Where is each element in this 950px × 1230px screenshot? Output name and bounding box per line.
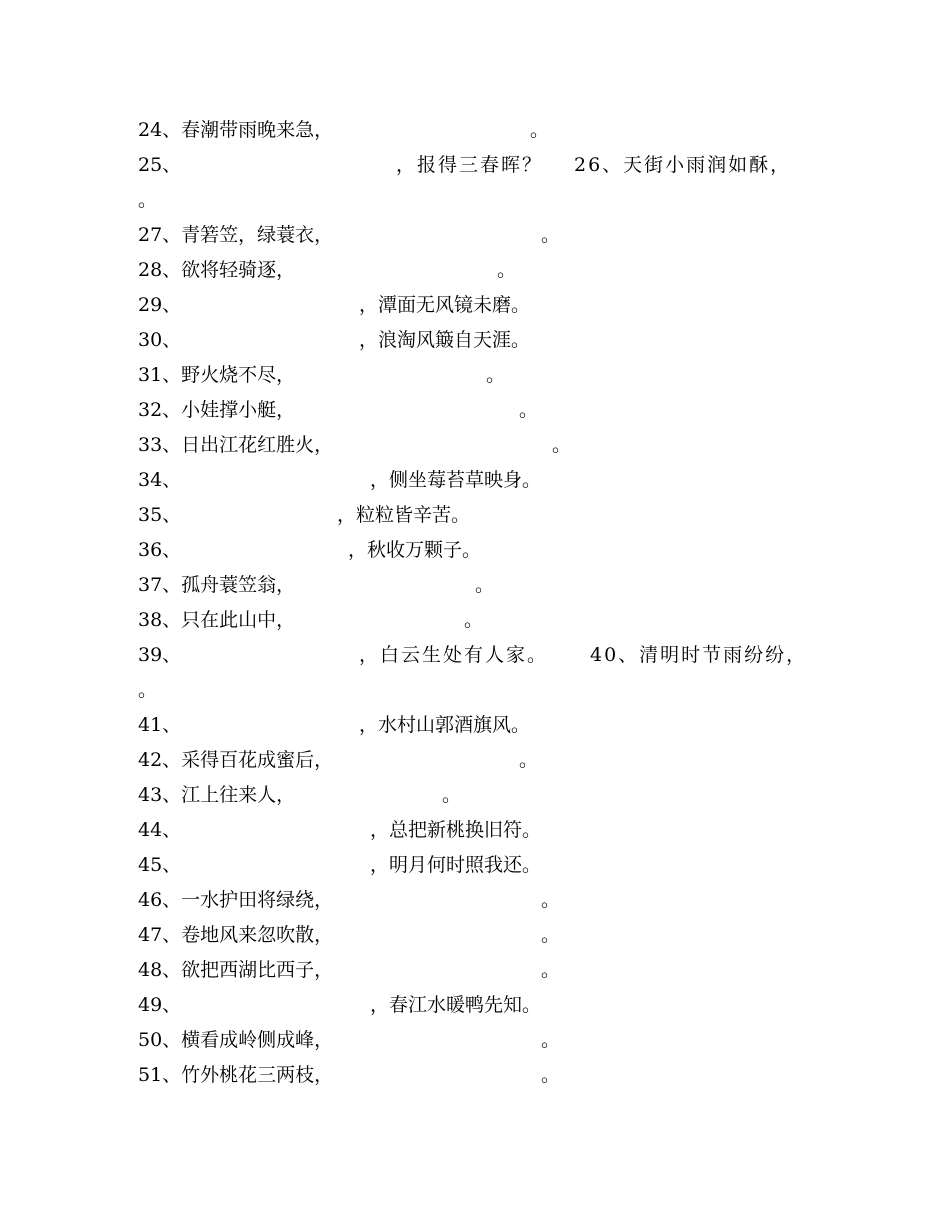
poem-line-segment: 41、 (138, 714, 182, 736)
poem-line-segment: ，春江水暖鸭先知。 (370, 994, 542, 1016)
poem-line-segment: 47、卷地风来忽吹散， (138, 924, 334, 946)
poem-line (0, 743, 950, 777)
poem-line (0, 463, 950, 497)
poem-line-segment: 42、采得百花成蜜后， (138, 749, 334, 771)
poem-line-segment: 38、只在此山中， (138, 609, 296, 631)
poem-line (0, 848, 950, 882)
poem-line-segment: 39、 (138, 644, 182, 666)
poem-line-segment: 25、 (138, 154, 182, 176)
poem-line-segment: 46、一水护田将绿绕， (138, 889, 334, 911)
poem-line-segment: 。 (519, 749, 539, 771)
poem-line-segment: ，侧坐莓苔草映身。 (370, 469, 542, 491)
poem-line-segment: 44、 (138, 819, 182, 841)
poem-line-segment: 30、 (138, 329, 182, 351)
poem-line-segment: 。 (497, 259, 517, 281)
poem-line-segment: 。 (138, 679, 158, 701)
poem-line-segment: 29、 (138, 294, 182, 316)
poem-line-segment: 。 (541, 224, 561, 246)
poem-line-segment: 26、天街小雨润如酥， (574, 154, 792, 176)
poem-line-segment: 40、清明时节雨纷纷， (590, 644, 808, 666)
poem-line-segment: 24、春潮带雨晚来急， (138, 119, 334, 141)
poem-line (0, 1023, 950, 1057)
poem-line-segment: 34、 (138, 469, 182, 491)
poem-line (0, 218, 950, 252)
poem-line-segment: 37、孤舟蓑笠翁， (138, 574, 296, 596)
poem-line-segment: 33、日出江花红胜火， (138, 434, 334, 456)
poem-line-segment: 。 (138, 189, 158, 211)
poem-line (0, 323, 950, 357)
poem-line (0, 1058, 950, 1092)
poem-line-segment: ，总把新桃换旧符。 (370, 819, 542, 841)
poem-line-segment: 43、江上往来人， (138, 784, 296, 806)
poem-line-segment: 51、竹外桃花三两枝， (138, 1064, 334, 1086)
poem-line-segment: ，水村山郭酒旗风。 (359, 714, 531, 736)
poem-line-segment: ，秋收万颗子。 (348, 539, 482, 561)
poem-line (0, 288, 950, 322)
poem-line-segment: 。 (475, 574, 495, 596)
poem-line (0, 428, 950, 462)
poem-line (0, 918, 950, 952)
poem-line (0, 148, 950, 182)
poem-line (0, 183, 950, 217)
poem-line-segment: 。 (541, 1029, 561, 1051)
poem-line (0, 953, 950, 987)
poem-line-segment: 32、小娃撑小艇， (138, 399, 296, 421)
poem-line-segment: ，粒粒皆辛苦。 (337, 504, 471, 526)
poem-line-segment: 。 (464, 609, 484, 631)
poem-line (0, 988, 950, 1022)
poem-line (0, 498, 950, 532)
poem-line (0, 883, 950, 917)
poem-line-segment: ，潭面无风镜未磨。 (359, 294, 531, 316)
poem-line-segment: 27、青箬笠，绿蓑衣， (138, 224, 334, 246)
poem-line (0, 393, 950, 427)
poem-line-segment: 。 (541, 924, 561, 946)
poem-line-segment: 28、欲将轻骑逐， (138, 259, 296, 281)
poem-line-segment: 。 (486, 364, 506, 386)
poem-line (0, 603, 950, 637)
poem-line (0, 708, 950, 742)
poem-line-segment: 36、 (138, 539, 182, 561)
poem-line (0, 253, 950, 287)
poem-line-segment: ，明月何时照我还。 (370, 854, 542, 876)
poem-line (0, 533, 950, 567)
poem-line-segment: 49、 (138, 994, 182, 1016)
poem-line-segment: 。 (519, 399, 539, 421)
poem-line-segment: 。 (442, 784, 462, 806)
poem-line-segment: 。 (541, 889, 561, 911)
poem-line-segment: 31、野火烧不尽， (138, 364, 296, 386)
poem-line (0, 568, 950, 602)
poem-line-segment: ，报得三春晖？ (396, 154, 544, 176)
poem-line (0, 813, 950, 847)
poem-line-segment: 45、 (138, 854, 182, 876)
poem-line (0, 358, 950, 392)
poem-line (0, 778, 950, 812)
poem-line-segment: 。 (541, 1064, 561, 1086)
poem-line-segment: 50、横看成岭侧成峰， (138, 1029, 334, 1051)
poem-line-segment: 。 (530, 119, 550, 141)
poem-line-segment: ，白云生处有人家。 (359, 644, 549, 666)
poem-line (0, 113, 950, 147)
poem-line-segment: ，浪淘风簸自天涯。 (359, 329, 531, 351)
poem-line (0, 673, 950, 707)
poem-line (0, 638, 950, 672)
poem-line-segment: 48、欲把西湖比西子， (138, 959, 334, 981)
poem-line-segment: 35、 (138, 504, 182, 526)
poem-line-segment: 。 (552, 434, 572, 456)
poem-line-segment: 。 (541, 959, 561, 981)
